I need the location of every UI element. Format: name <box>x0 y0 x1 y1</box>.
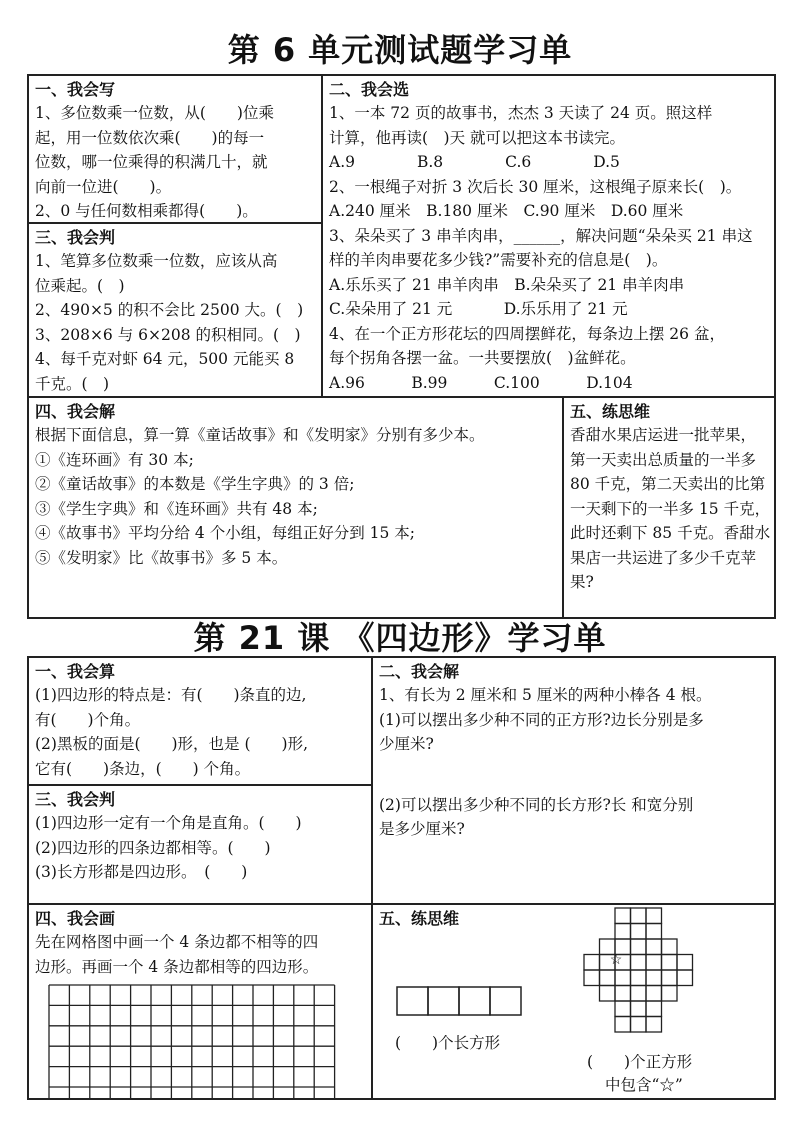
cross-cell <box>631 970 647 986</box>
section-choose <box>323 76 774 396</box>
section-judge <box>29 224 321 396</box>
cross-cell <box>646 970 662 986</box>
text-line: 3、朵朵买了 3 串羊肉串，______，解决问题“朵朵买 21 串这 <box>329 226 753 245</box>
text-line: (2)可以摆出多少种不同的长方形?长 和宽分别 <box>379 795 694 814</box>
cross-cell <box>615 924 631 940</box>
text-line: (1)可以摆出多少种不同的正方形?边长分别是多 <box>379 710 704 729</box>
text-line: ③《学生字典》和《连环画》共有 48 本; <box>35 499 318 518</box>
text-line: 1、笔算多位数乘一位数，应该从高 <box>35 252 278 270</box>
cross-cell <box>615 970 631 986</box>
text-line: 1、多位数乘一位数，从( )位乘 <box>35 104 274 122</box>
text-line: 第一天卖出总质量的一半多 <box>570 450 757 469</box>
cross-cell <box>646 1001 662 1017</box>
cross-cell <box>631 1017 647 1033</box>
text-line: A.乐乐买了 21 串羊肉串 B.朵朵买了 21 串羊肉串 <box>329 275 685 294</box>
text-line: 它有( )条边，( ) 个角。 <box>35 759 251 778</box>
star-icon: ☆ <box>609 952 623 968</box>
text-line: 少厘米? <box>379 735 434 753</box>
cross-cell <box>631 1001 647 1017</box>
text-line: (2)四边形的四条边都相等。( ) <box>35 838 271 857</box>
cross-cell <box>631 908 647 924</box>
cross-cell <box>631 955 647 971</box>
cross-grid-figure <box>581 905 711 1040</box>
section-judge <box>29 786 371 903</box>
section-calc <box>29 658 371 784</box>
text-line: 香甜水果店运进一批苹果， <box>570 426 757 444</box>
text-line: 是多少厘米? <box>379 820 465 838</box>
text-line: 果? <box>570 573 594 591</box>
text-line: 1、有长为 2 厘米和 5 厘米的两种小棒各 4 根。 <box>379 686 712 704</box>
text-line: 2、0 与任何数相乘都得( )。 <box>35 202 258 220</box>
section-think <box>373 905 774 1098</box>
cross-cell <box>646 955 662 971</box>
text-line: 果店一共运进了多少千克苹 <box>570 548 757 567</box>
text-line: 千克。( ) <box>35 374 110 393</box>
text-line: 计算，他再读( )天 就可以把这本书读完。 <box>329 128 626 147</box>
text-line: 每个拐角各摆一盆。一共要摆放( )盆鲜花。 <box>329 349 636 367</box>
text-line: A.240 厘米 B.180 厘米 C.90 厘米 D.60 厘米 <box>329 202 684 220</box>
section-heading: 三、我会判 <box>35 790 116 809</box>
rectangle-strip-figure <box>395 985 535 1021</box>
text-line: 4、每千克对虾 64 元，500 元能买 8 <box>35 350 295 368</box>
section-think <box>564 398 774 617</box>
text-line: 一天剩下的一半多 15 千克， <box>570 499 771 518</box>
section-heading: 五、练思维 <box>570 402 651 421</box>
cross-cell <box>615 986 631 1002</box>
cross-cell <box>662 955 678 971</box>
page-title-lesson21: 第 21 课 《四边形》学习单 <box>193 619 607 657</box>
section-write <box>29 76 321 222</box>
strip-cell <box>490 987 521 1015</box>
page-title-unit6: 第 6 单元测试题学习单 <box>227 31 573 69</box>
text-line: 边形。再画一个 4 条边都相等的四边形。 <box>35 957 319 976</box>
text-line: 3、208×6 与 6×208 的积相同。( ) <box>35 325 301 344</box>
section-heading: 一、我会算 <box>35 662 116 681</box>
text-line: (2)黑板的面是( )形，也是 ( )形, <box>35 735 308 753</box>
text-line: 根据下面信息，算一算《童话故事》和《发明家》分别有多少本。 <box>35 426 485 444</box>
text-line: ①《连环画》有 30 本; <box>35 450 194 469</box>
cross-cell <box>631 924 647 940</box>
strip-cell <box>397 987 428 1015</box>
cross-cell <box>646 939 662 955</box>
text-line: (3)长方形都是四边形。 ( ) <box>35 863 248 881</box>
text-line: 2、一根绳子对折 3 次后长 30 厘米，这根绳子原来长( )。 <box>329 177 742 196</box>
text-line: 1、一本 72 页的故事书，杰杰 3 天读了 24 页。照这样 <box>329 104 713 122</box>
text-line: (1)四边形一定有一个角是直角。( ) <box>35 814 302 832</box>
section-draw <box>29 905 371 1098</box>
strip-cell <box>428 987 459 1015</box>
section-heading: 四、我会画 <box>35 909 116 928</box>
text-line: 4、在一个正方形花坛的四周摆鲜花，每条边上摆 26 盆， <box>329 324 725 343</box>
square-count-caption-2: 中包含“☆” <box>605 1076 683 1094</box>
cross-cell <box>631 939 647 955</box>
text-line: 位乘起。( ) <box>35 276 125 295</box>
text-line: 向前一位进( )。 <box>35 177 172 196</box>
unit6-worksheet <box>27 74 776 619</box>
section-heading: 一、我会写 <box>35 80 116 99</box>
text-line: ④《故事书》平均分给 4 个小组，每组正好分到 15 本; <box>35 524 416 542</box>
cross-cell <box>584 955 600 971</box>
cross-cell <box>662 939 678 955</box>
cross-cell <box>615 1001 631 1017</box>
text-line: A.96 B.99 C.100 D.104 <box>329 373 633 392</box>
cross-cell <box>584 970 600 986</box>
text-line: ②《童话故事》的本数是《学生字典》的 3 倍; <box>35 475 355 493</box>
text-line: 样的羊肉串要花多少钱?”需要补充的信息是( )。 <box>329 251 668 269</box>
cross-cell <box>646 924 662 940</box>
cross-cell <box>600 986 616 1002</box>
text-line: 此时还剩下 85 千克。香甜水 <box>570 524 771 542</box>
text-line: 80 千克，第二天卖出的比第 <box>570 475 766 493</box>
text-line: ⑤《发明家》比《故事书》多 5 本。 <box>35 548 288 567</box>
drawing-grid[interactable] <box>47 983 347 1098</box>
section-solve <box>29 398 562 617</box>
strip-cell <box>459 987 490 1015</box>
cross-cell <box>677 970 693 986</box>
cross-cell <box>662 970 678 986</box>
text-line: 有( )个角。 <box>35 710 141 729</box>
rectangle-count-caption: ( )个长方形 <box>395 1034 501 1052</box>
text-line: (1)四边形的特点是：有( )条直的边, <box>35 686 307 704</box>
cross-cell <box>646 1017 662 1033</box>
section-heading: 三、我会判 <box>35 228 116 247</box>
section-heading: 二、我会解 <box>379 662 460 681</box>
cross-cell <box>662 986 678 1002</box>
cross-cell <box>615 1017 631 1033</box>
text-line: 起，用一位数依次乘( )的每一 <box>35 128 265 147</box>
section-heading: 五、练思维 <box>379 909 460 928</box>
cross-cell <box>646 986 662 1002</box>
text-line: C.朵朵用了 21 元 D.乐乐用了 21 元 <box>329 300 628 318</box>
section-heading: 四、我会解 <box>35 402 116 421</box>
cross-cell <box>631 986 647 1002</box>
lesson21-worksheet <box>27 656 776 1100</box>
cross-cell <box>646 908 662 924</box>
cross-cell <box>600 970 616 986</box>
section-solve <box>373 658 774 903</box>
cross-cell <box>677 955 693 971</box>
square-count-caption: ( )个正方形 <box>587 1053 693 1071</box>
text-line: 位数，哪一位乘得的积满几十，就 <box>35 153 268 171</box>
section-heading: 二、我会选 <box>329 80 410 99</box>
text-line: 2、490×5 的积不会比 2500 大。( ) <box>35 301 304 319</box>
text-line: A.9 B.8 C.6 D.5 <box>329 153 620 171</box>
cross-cell <box>615 908 631 924</box>
text-line: 先在网格图中画一个 4 条边都不相等的四 <box>35 933 319 951</box>
